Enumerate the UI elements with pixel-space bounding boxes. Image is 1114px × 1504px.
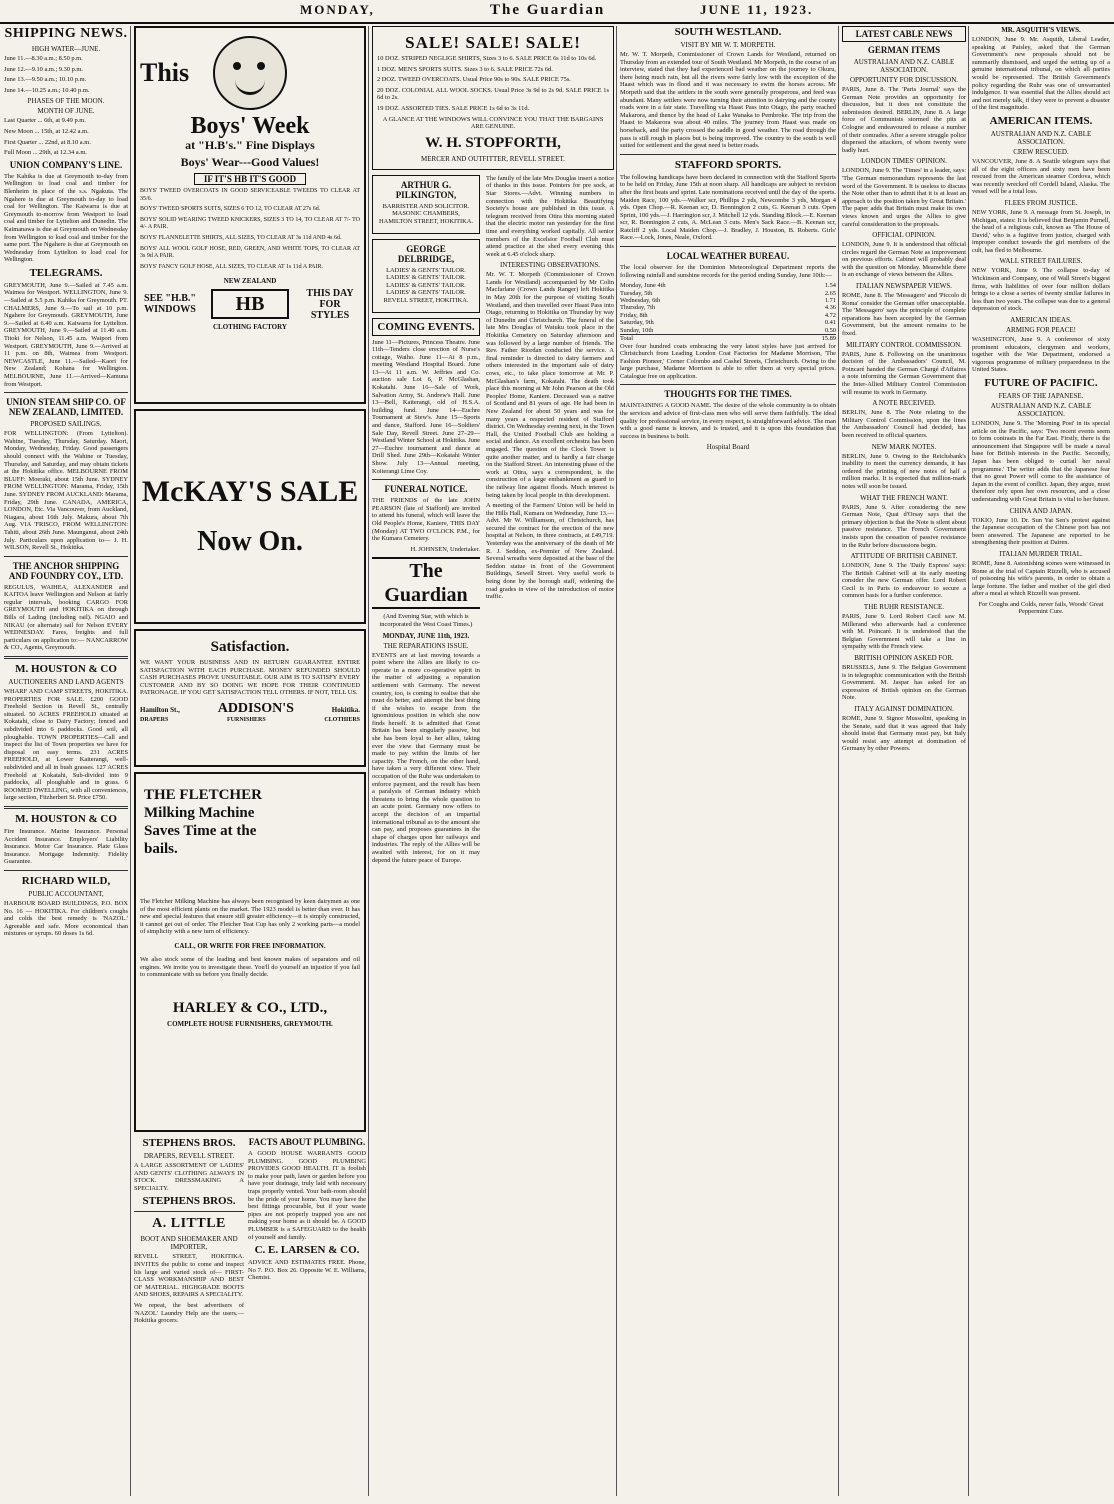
addisons-furnishers: FURNISHERS	[226, 716, 266, 723]
opportunity-heading: OPPORTUNITY FOR DISCUSSION.	[849, 76, 959, 84]
wild-heading: RICHARD WILD,	[21, 874, 111, 887]
woods-foot: For Coughs and Colds, never fails, Woods' Great Peppermint Cure.	[978, 600, 1104, 616]
fletcher-text: The Fletcher Milking Machine has always been recognised by keen dairymen as one of the most efficient plants on the market. The 1923 model is better than ever. It has new and special features that ensure still greater efficiency—it is simply constructed, it cannot get out of order. The Fletcher Teat Cup has only 2 working parts—a model of simplicity with a new turn of efficiency.	[140, 898, 360, 936]
delbridge-name: GEORGE DELBRIDGE,	[397, 243, 455, 264]
south-westland-text: Mr. W. T. Morpeth, Commissioner of Crown Lands for Westland, returned on Thursday from an extended tour of South Westland. Mr Morpeth, in the course of an interview, stated that they had experienced bad weather on the journey to Okuru, there being much rain, but all the rivers were fairly low with the exception of the Haast which was in flood and it was necessary to swim the horses across. Mr Morpeth said that the settlers in the south were generally prosperous, and feed was abundant. Many settlers were now turning their attention to dairying and the county roads were in a fair state. Travelling via Haast Pass into Otago, the party reached Makarora, and thence by the head of Lake Wanaka to Pembroke. The trip from the Haast to Makarora was about 40 miles. The journey from Haast was made on horseback, and the party crossed the saddle in good weather. The road through the pass is still rough in places but is being improved. The country to the south is well suited for settlement and the great need is better roads.	[620, 51, 836, 150]
official-text: LONDON, June 9. It is understood that official circles regard the German Note as improvement on previous efforts. Cabinet will probably deal with the question on Monday. Meanwhile there is an exchange of views between the Allies.	[842, 241, 966, 279]
addisons-town: Hokitika.	[331, 705, 360, 714]
stephens-sub: DRAPERS, REVELL STREET.	[143, 1152, 235, 1160]
wild-text: HARBOUR BOARD BUILDINGS, P.O. BOX No. 16 — HOKITIKA. For children's coughs and colds the best remedy is 'NAZOL.' Agreeable and safe. More economical than mixtures or syrups. 60 doses 1s 6d.	[4, 899, 128, 938]
mckay-title: McKAY'S SALE	[141, 474, 359, 508]
stephens-title: STEPHENS BROS.	[142, 1137, 236, 1149]
moon-sub: MONTH OF JUNE.	[37, 107, 95, 116]
telegrams-text: GREYMOUTH, June 9.—Sailed at 7.45 a.m. Waimea for Westport. WELLINGTON, June 9.—Sailed at 5.5 p.m. Kahika for Greymouth. PT. CHALMERS, June 9.—To sail at 10 p.m. Ngahere for Greymouth. GREYMOUTH, June 9.—Sailed at 6.40 a.m. Kaiwarra for Lyttelton. GREYMOUTH, June 9.—Sailed at 11.40 a.m. Titoki for Nelson, 11.45 a.m. Waipori from Westport. GREYMOUTH, June 9.—Arrived at 11 p.m. on 8th, Waimea from Westport. NEWCASTLE, June 11.—Sailed—Kaori for New Zealand; Kohana for Wellington. MELBOURNE, June 11.—Arrived—Kamuna from Westport.	[4, 281, 128, 388]
hb-slogan: IF IT'S HB IT'S GOOD	[194, 173, 306, 185]
anchor-text: REGULUS, WAIHEA, ALEXANDER and KAITOA leave Wellington and Nelson at fairly regular intervals, booking CARGO FOR GREYMOUTH and HOKITIKA on through Bills of Lading (including rail). NGAIO and NIKAU (or alternate) sail for Nelson EVERY WEDNESDAY. Fares, freights and full particulars on application to:— NANCARROW & CO., Agents, Greymouth.	[4, 583, 128, 652]
ruhr-heading: THE RUHR RESISTANCE.	[863, 603, 945, 612]
stopforth-sub: MERCER AND OUTFITTER, REVELL STREET.	[421, 154, 565, 163]
boy-face-icon	[213, 36, 287, 110]
military-text: PARIS, June 8. Following on the unanimous decision of the Ambassadors' Council, M. Poincaré handed the German Chargé d'Affaires a note informing the German Government that the Inter-Allied Military Control Commission will resume its work in Germany.	[842, 350, 966, 396]
funeral-heading: FUNERAL NOTICE.	[384, 484, 468, 495]
guardian-date: MONDAY, JUNE 11th, 1923.	[382, 631, 470, 640]
column-rule	[616, 26, 617, 1496]
delbridge-ad	[372, 239, 480, 313]
wall-text: NEW YORK, June 9. The collapse to-day of Wickinson and Company, one of Wall Street's biggest firms, with liabilities of over four million dollars brings to a close a series of twenty similar failures in less than two years. The collapse was due to a general depression of stock.	[972, 267, 1110, 313]
funeral-sign: H. JOHNSEN, Undertaker.	[410, 545, 480, 553]
anchor-heading: THE ANCHOR SHIPPING AND FOUNDRY COY., LTD.	[8, 560, 124, 581]
pilkington-ad	[372, 175, 480, 234]
editorial-heading: THE REPARATIONS ISSUE.	[383, 641, 469, 650]
ruhr-text: PARIS, June 9. Lord Robert Cecil saw M. Millerand who afterwards had a conference with M. Poincaré. It is understood that the Belgian Government will take a line in sympathy with the French view.	[842, 613, 966, 651]
guardian-sub: (And Evening Star, with which is incorporated the West Coast Times.)	[379, 613, 473, 628]
cabinet-text: LONDON, June 9. The 'Daily Express' says: The British Cabinet will at its early meeting consider the new German offer. Lord Robert Cecil is in Paris to endeavour to secure a common basis for a further conference.	[842, 562, 966, 600]
crew-text: VANCOUVER, June 8. A Seattle telegram says that all of the eight officers and sixty men have been rescued from the American steamer Cordova, which was recently wrecked off Cordell Island, Alaska. The vessel will be a total loss.	[972, 157, 1110, 196]
union-text: The Kahika is due at Greymouth to-day from Wellington to load coal and timber for Blenheim in place of the s.s. Ngakuta. The Ngahere is due at Greymouth to-day to load coal for Wellington. The Kaiwarra is due at Greymouth to-morrow from Westport to load coal and timber for Lyttelton and Dunedin. The Kaimanawa is due at Greymouth on Wednesday from Wellington to load coal and timber for the same port. The Ngahere is due at Greymouth on Wednesday from Lyttelton to load coal for Wellington.	[4, 172, 128, 264]
weather-heading: LOCAL WEATHER BUREAU.	[666, 251, 790, 262]
french-text: PARIS, June 9. After considering the new German Note, Quai d'Orsay says that the primary objection is that the Note is silent about passive resistance. The French Government insists upon the cessation of passive resistance in the Ruhr before discussions begin.	[842, 503, 966, 549]
sale-item: 19 DOZ. ASSORTED TIES. SALE PRICE 1s 6d to 3s 11d.	[377, 104, 530, 112]
boys-item: BOYS' SOLID WEARING TWEED KNICKERS, SIZES 3 TO 14, TO CLEAR AT 7/- TO 4/- A PAIR.	[140, 216, 360, 231]
flees-heading: FLEES FROM JUSTICE.	[1004, 198, 1078, 207]
latest-cable-heading: LATEST CABLE NEWS	[842, 26, 966, 42]
crew-heading: CREW RESCUED.	[1013, 147, 1069, 156]
table-row: Wednesday, 6th 1.71	[620, 297, 836, 305]
sale-item: 2 DOZ. TWEED OVERCOATS. Usual Price 90s to 90s. SALE PRICE 75s.	[377, 76, 571, 84]
little-text: REVELL STREET, HOKITIKA. INVITES the public to come and inspect his large and varied stock of— FIRST-CLASS WORKMANSHIP AND BEST OF MATERIAL. HIGHGRADE BOOTS AND SHOES, REPAIRS A SPECIALITY.	[134, 1253, 244, 1299]
marks-heading: NEW MARK NOTES.	[871, 442, 937, 451]
weather-text: The local observer for the Dominion Meteorological Department reports the following rainfall and sunshine records for the period ending Sunday, June 10th:—	[620, 264, 836, 279]
badge-bottom: CLOTHING FACTORY	[213, 323, 287, 332]
stopforth-ad	[372, 26, 614, 170]
harley-sub: COMPLETE HOUSE FURNISHERS, GREYMOUTH.	[167, 1019, 333, 1028]
mckay-sale-ad	[134, 409, 366, 624]
asquith-text: LONDON, June 9. Mr. Asquith, Liberal Leader, speaking at Paisley, asked that the German Government's new proposals should not be summarily dismissed, and urged the setting up of a genuine international tribunal, on which all parties would be represented. The British Government's policy regarding the Ruhr was one of unwarranted indulgence. It was essential that the Allies should act and not merely talk, if they were to prevent a disaster of the first magnitude.	[972, 36, 1110, 112]
table-row: Thursday, 7th 4.36	[620, 304, 836, 312]
uss-text: FOR WELLINGTON: (From Lyttelton). Wahine, Tuesday, Thursday, Saturday. Maori, Monday, Wednesday, Friday. Good passengers should connect with the Wahine or Tuesday, Thursday, and Saturday, and may obtain tickets at the Hokitika office. MELBOURNE FROM BLUFF: Moeraki, about 15th June. SYDNEY FROM WELLINGTON: Marama, Friday, 15th June. SYDNEY FROM AUCKLAND: Marama, Friday, 29th June. CANADA, AMERICA, LONDON, Etc. Via Vancouver, from Auckland, Niagara, about 16th July. Makura, about 7th Aug. VIA 'FRISCO, FROM WELLINGTON: Tahiti, about 26th June. Maunganui, about 24th July. Particulars upon application to— J. H. WILSON, Revell St., Hokitika.	[4, 430, 128, 552]
sale-item: 20 DOZ. COLONIAL ALL WOOL SOCKS. Usual Price 3s 9d to 2s 9d. SALE PRICE 1s 6d to 2s.	[377, 86, 609, 102]
column-sale	[372, 26, 614, 1496]
addisons-drapers: DRAPERS	[140, 716, 169, 723]
column-rule	[838, 26, 839, 1496]
column-rule	[130, 26, 131, 1496]
coming-events-heading: COMING EVENTS.	[372, 318, 480, 336]
ideas-heading: AMERICAN IDEAS.	[1010, 316, 1072, 325]
boys-item: BOYS' FLANNELETTE SHIRTS, ALL SIZES, TO CLEAR AT 3s 11d AND 4s 6d.	[140, 234, 342, 241]
masthead-date: JUNE 11, 1923.	[700, 2, 814, 17]
marks-text: BERLIN, June 9. Owing to the Reichsbank's inability to meet the currency demands, it has ordered the printing of new notes of half a million marks. It is expected that million-mark notes will soon be issued.	[842, 452, 966, 490]
military-heading: MILITARY CONTROL COMMISSION.	[846, 340, 962, 349]
meeting-text: A meeting of the Farmers' Union will be held in the Hills Hall, Kumara on Wednesday, June 13.—Advt. Mr W. Williamson, of Christchurch, has secured the contract for the erection of the new hospital at Nelson, in three contracts, at £49,719. Yesterday was the anniversary of the death of Mr R. J. Seddon, ex-Premier of New Zealand. Several wreaths were deposited at the base of the Seddon statue in front of the Government Buildings, Sewell Street. Very useful work is being done by the borough staff, widening the road grades in view of the introduction of motor traffic.	[486, 502, 614, 601]
addisons-name: ADDISON'S	[217, 700, 294, 716]
delbridge-text: LADIES' & GENTS' TAILOR. LADIES' & GENTS' TAILOR. LADIES' & GENTS' TAILOR. LADIES' & GENTS' TAILOR. REVELL STREET, HOKITIKA.	[383, 266, 469, 304]
right-subcolumn	[486, 175, 614, 867]
boys-item: BOYS' ALL WOOL GOLF HOSE, RED, GREEN, AND WHITE TOPS, TO CLEAR AT 3s 9d A PAIR.	[140, 245, 360, 260]
cabinet-heading: ATTITUDE OF BRITISH CABINET.	[850, 552, 958, 561]
wild-sub: PUBLIC ACCOUNTANT,	[28, 889, 104, 898]
masthead	[0, 0, 1114, 24]
weather-text2: Over four hundred coats embracing the very latest styles have just arrived for Christchurch from Leading London Coat Factories for Madame Morrison, 'The Fashion Pioneer,' Corner Colombo and Cashel Streets, Christchurch. Owing to the large purchase, Madame Morrison is able to offer them at very special prices. Catalogue free on application.	[620, 342, 836, 380]
coming-events-text: June 11—Pictures, Princess Theatre. June 11th—Tenders close erection of Nurse's cottage, Waiho. June 11—At 8 p.m., meeting Westland Hospital Board. June 13—At 11 a.m. W. Jeffries and Co. auction sale Lot 6, P. McGlashan, Kokatahi. June 16—Sale of Work, Salvation Army, St. Andrew's Hall. June 13—Bell, Kaiterangi, old of H.S.A. building fund. June 14—Euchre Tournament at Stew's. June 15—Sports and dance, Stafford. June 16—Soldiers' Sale Day, Revell Street. June 27–29—Westland Winter School at Hokitika. June 27—Euchre tournament and dance at Drill Shed. June 29th—Kokatahi Winter Show. July 13—Annual meeting, Koiterangi Lime Coy.	[372, 338, 480, 475]
south-westland-sub: VISIT BY MR W. T. MORPETH.	[680, 41, 776, 49]
french-heading: WHAT THE FRENCH WANT.	[860, 493, 948, 502]
fletcher-text2: We also stock some of the leading and best known makes of separators and oil engines. We invite you to investigate these. You'll do yourself an injustice if you fail to communicate with us before you finally decide.	[140, 955, 360, 979]
moon-line: Full Moon ... 29th, at 12.34 a.m.	[4, 149, 87, 157]
pilkington-text: BARRISTER AND SOLICITOR. MASONIC CHAMBERS, HAMILTON STREET, HOKITIKA.	[379, 202, 473, 225]
plumbing-title: FACTS ABOUT PLUMBING.	[248, 1137, 366, 1147]
satisfaction-text: WE WANT YOUR BUSINESS AND IN RETURN GUARANTEE ENTIRE SATISFACTION WITH EACH PURCHASE. MONEY REFUNDED SHOULD CASH PURCHASES PROVE UNSUITABLE. OUR AIM IS TO SATISFY EVERY CUSTOMER AND BY SO DOING WE HOPE FOR THEIR CONTINUED PATRONAGE. IF YOU GET SATISFACTION TELL OTHERS. IF NOT, TELL US.	[140, 659, 360, 697]
rainfall-table	[620, 282, 836, 342]
boys-wear: Boys' Wear---Good Values!	[180, 155, 320, 169]
hb-badge	[211, 277, 289, 331]
column-ads	[134, 26, 366, 1496]
little-title: A. LITTLE	[152, 1216, 226, 1232]
mckay-now: Now On.	[197, 525, 303, 557]
brit-opinion-text: BRUSSELS, June 9. The Belgian Government is in telegraphic communication with the British Government. M. Jaspar has asked for an expression of British opinion on the German Note.	[842, 664, 966, 702]
houston-text: WHARF AND CAMP STREETS, HOKITIKA. PROPERTIES FOR SALE. £200 GOOD Freehold Section in Revell St., centrally situated. 50 ACRES FREEHOLD situated at Kokatahi, close to Dairy Factory; fenced and subdivided into 6 paddocks. Good soil, all ploughable. TOWN PROPERTIES—Call and inspect the list of Town properties we have for disposal on easy terms. 231 ACRES FREEHOLD, at Lower Kaiterangi, well-subdivided and all in bush grasses. 127 ACRES Freehold at Kokatahi, Sub-divided into 9 paddocks, all ploughable and in grass. 6 ROOMED DWELLING, with all conveniences, large section, Fitzherbert St. Price £750.	[4, 688, 128, 802]
china-text: TOKIO, June 10. Dr. Sun Yat Sen's protest against the Japanese occupation of the Chinese port has not been answered. The Japanese are reported to be strengthening their position at Dairen.	[972, 516, 1110, 547]
official-heading: OFFICIAL OPINION.	[872, 231, 936, 240]
london-text: LONDON, June 9. The 'Times' in a leader, says: 'The German memorandum represents the last word of the Government. It is useless to discuss the Note other than to admit that it is at least an approach to the position taken by Great Britain.' The paper adds that Britain must make its own views known and urges the Allies to give careful consideration to the proposals.	[842, 167, 966, 228]
boys-week-title: Boys' Week	[190, 113, 310, 139]
high-water-heading: HIGH WATER—JUNE.	[31, 45, 101, 53]
murder-text: ROME, June 8. Astonishing scenes were witnessed in Rome at the trial of Captain Rizzelli, who is accused of poisoning his wife's parents, in order to obtain a large fortune. The father and mother of the girl died after a meal at which Rizzelli was present.	[972, 559, 1110, 598]
ideas-text: WASHINGTON, June 9. A conference of sixty prominent educators, clergymen and workers, together with the War Department, endorsed a vigorous programme of military preparedness in the United States.	[972, 336, 1110, 374]
editorial-text: EVENTS are at last moving towards a point where the Allies are likely to co-operate in a more co-operative spirit in the matter of adjusting a reparation settlement with Germany. The newest country, too, is coming to realise that she must do better, and attempt the best thing if she wishes to escape from the ignominious position in which she now finds herself. It is admitted that Great Britain has been singularly passive, but she has been loyal to her allies, taking ever the view that Germany must be made to pay within the limits of her capacity. The French, on the other hand, have taken a very different view. Their occupation of the Ruhr was undertaken to enforce payment, and the result has been a paralysis of German industry which threatens to bring the whole question to an acute point. Germany now offers to accept the decision of an impartial international tribunal as to the amount she can pay, and proposes guarantees in the shape of charges upon her railways and industries. The reply of the Allies will be awaited with interest, for on it may depend the future peace of Europe.	[372, 651, 480, 864]
tide-line: June 12.—9.10 a.m.; 9.30 p.m.	[4, 65, 83, 73]
larsen-sub: ADVICE AND ESTIMATES FREE. Phone, No 7. P.O. Box 26. Opposite W. E. Williams, Chemist.	[248, 1259, 366, 1282]
boys-item: BOYS' TWEED SPORTS SUITS, SIZES 6 TO 12, TO CLEAR AT 27s 6d.	[140, 206, 321, 213]
houston-sub: AUCTIONEERS AND LAND AGENTS	[8, 678, 124, 687]
table-row: Saturday, 9th 0.41	[620, 319, 836, 327]
table-row: Sunday, 10th 0.50	[620, 326, 836, 334]
china-heading: CHINA AND JAPAN.	[1009, 506, 1073, 515]
sale-title: SALE! SALE! SALE!	[405, 33, 581, 52]
sale-glance: A GLANCE AT THE WINDOWS WILL CONVINCE YOU THAT THE BARGAINS ARE GENUINE.	[382, 115, 604, 131]
masthead-day: MONDAY,	[300, 2, 375, 17]
flees-text: NEW YORK, June 9. A message from St. Joseph, in Michigan, states: It is believed that Benjamin Purnell, the head of a religious cult, known as 'The House of David,' who is a fugitive from justice, charged with improper conduct towards the girl members of the cult, has fled to Melbourne.	[972, 208, 1110, 254]
murder-heading: ITALIAN MURDER TRIAL.	[999, 549, 1083, 558]
moon-line: Last Quarter ... 6th, at 9.49 p.m.	[4, 117, 86, 125]
note-text: BERLIN, June 8. The Note relating to the Military Control Commission, upon the lines the Ambassadors' Council had decided, has been received in official quarters.	[842, 409, 966, 439]
addisons-ad	[134, 629, 366, 767]
pilkington-name: ARTHUR G. PILKINGTON,	[395, 179, 457, 200]
houston-heading: M. HOUSTON & CO	[15, 663, 117, 676]
pacific-sub: FEARS OF THE JAPANESE.	[998, 392, 1084, 400]
table-row: Tuesday, 5th 2.65	[620, 289, 836, 297]
note-heading: A NOTE RECEIVED.	[872, 399, 936, 408]
union-heading: UNION COMPANY'S LINE.	[9, 159, 123, 170]
stephens-little-ads	[134, 1137, 244, 1328]
tide-line: June 13.—9.50 a.m.; 10.10 p.m.	[4, 76, 87, 84]
column-south-westland	[620, 26, 836, 1496]
sale-item: 1 DOZ. MEN'S SPORTS SUITS. Sizes 3 to 6. SALE PRICE 72s 6d.	[377, 65, 553, 73]
thoughts-text: MAINTAINING A GOOD NAME. The desire of the whole community is to obtain the services and advice of first-class men who will serve them faithfully. The ideal quality for professional service, in every respect, is straightforward advice. The man with a good name is known, and is trusted, and it is upon this foundation that success in business is built.	[620, 402, 836, 440]
boys-week-ad	[134, 26, 366, 404]
boys-item: BOYS' TWEED OVERCOATS IN GOOD SERVICEABLE TWEEDS TO CLEAR AT 35/6.	[140, 188, 360, 202]
stephens-again: STEPHENS BROS.	[142, 1195, 236, 1208]
col4-notes: The family of the late Mrs Douglas insert a notice of thanks in this issue. Pointers for pre sock, at Star Stores.—Advt. Winning numbers in connection with the Hokitika Beautifying Society's house are published in this issue. A telegram received from Otira this morning stated that the electric motor ran yesterday for the first time and everything worked capitally. All senior members of the Excelsior Football Club must attend practice at the shed every evening this week at 6.45 o'clock sharp.	[486, 174, 614, 258]
guardian-title: The Guardian	[372, 557, 480, 609]
little-sub: BOOT AND SHOEMAKER AND IMPORTER,	[140, 1235, 238, 1252]
wall-heading: WALL STREET FAILURES.	[999, 257, 1083, 266]
left-subcolumn	[372, 175, 480, 867]
harley-name: HARLEY & CO., LTD.,	[172, 999, 328, 1016]
table-row: Friday, 8th 4.72	[620, 311, 836, 319]
asquith-heading: MR. ASQUITH'S VIEWS.	[1001, 26, 1081, 34]
american-assoc: AUSTRALIAN AND N.Z. CABLE ASSOCIATION.	[990, 129, 1092, 146]
column-shipping	[4, 26, 128, 1496]
uss-heading: UNION STEAM SHIP CO. OF NEW ZEALAND, LIMITED.	[6, 397, 126, 418]
brit-opinion-heading: BRITISH OPINION ASKED FOR.	[854, 654, 954, 663]
tide-line: June 11.—8.30 a.m.; 8.50 p.m.	[4, 55, 83, 62]
plumbing-text: A GOOD HOUSE WARRANTS GOOD PLUMBING. GOOD PLUMBING PROVIDES GOOD HEALTH. IT is foolish to make your path, lawn or garden before you have your drainage, truly laid with necessary traps properly vented. Your bath-room should be the pride of your home. You may have the best fittings procurable, but if your waste pipes are not properly trapped you are not making your home as it should be. A GOOD PLUMBER is a SAFEGUARD to the health of yourself and family.	[248, 1150, 366, 1241]
ideas-sub: ARMING FOR PEACE!	[1005, 326, 1076, 335]
stafford-text: The following handicaps have been declared in connection with the Stafford Sports to be held on Friday, June 15th at noon sharp. All handicaps are subject to revision after the first heats and sprint. Late nominations received until the day of the sports. Maiden Race, 100 yds.—Walker scr, Phillips 2 yds, Newcombe 3 yds, Morgan 4 yds. Open Chop.—R. Keenan scr, D. Bonnington 2 cuts, G. Keenan 3 cuts. Open Sprint, 100 yds.—J. Harrington scr, J. Mitchell 12 yds. Standing Block.—E. Keenan scr, R. Bonnington 2 cuts, A. McLean 3 cuts. Men's Sack Race.—B. Keenan scr, Ratcliff 2 yds. Local Maiden Chop.—J. Bradley, J. Houston, B. Roberts. Girls' Race.—Lock, Jones, Neale, Oxford.	[620, 173, 836, 242]
hb-logo-icon: HB	[211, 289, 289, 319]
table-total: Total 15.89	[620, 335, 836, 343]
stephens-text: A LARGE ASSORTMENT OF LADIES' AND GENTS' CLOTHING ALWAYS IN STOCK. DRESSMAKING A SPECIALTY.	[134, 1162, 244, 1192]
boys-at: at "H.B's." Fine Displays	[185, 138, 315, 152]
interesting-text: Mr. W. T. Morpeth (Commissioner of Crown Lands for Westland) accompanied by Mr Colin Macfarlane (Crown Lands Ranger) left Hokitika in May 20th for the purpose of visiting South Westland, and then travelled over Haast Pass into Otago, returning to Hokitika on Thursday by way of Dunedin and Christchurch. The funeral of the late Mrs Douglas of Waiuku took place in the Hokitika Cemetery on Saturday afternoon and was followed by a large number of friends. The Rev. Father Riordan conducted the service. A final reminder is directed to dairy farmers and others interested in the important sale of dairy cows, etc., to take place tomorrow at Mr. P. McGlashan's farm, Kokatahi. The death took place this morning at Mr John Pearson at the Old Peoples' Home, Kaniere. Deceased was a native of Scotland and 81 years of age. He had been in New Zealand for about 50 years and was for many years a respected resident of Stafford district. On Wednesday evening next, in the Town Hall, the United Football Club are holding a social and dance. An excellent orchestra has been engaged. The question of the Clock Tower is quite another matter, and is hardly a fair charge on the Stafford Street. An interesting phase of the work at Otira, says a correspondent, is the construction of a large embankment as guard to the railway line against floods. Much interest is being taken by local people in this development.	[486, 271, 614, 499]
column-rule	[968, 26, 969, 1496]
hospital-heading: Hospital Board	[706, 443, 750, 452]
stafford-heading: STAFFORD SPORTS.	[674, 158, 782, 171]
plumbing-ad	[248, 1137, 366, 1328]
larsen-name: C. E. LARSEN & CO.	[254, 1244, 360, 1257]
german-items-heading: GERMAN ITEMS	[867, 45, 941, 55]
pacific-text: LONDON, June 9. The 'Morning Post' in its special article on the Pacific, says: 'Two recent events seem to form contrasts in the Far East. Firstly, there is the announcement that Singapore will be made a naval base for British interests in the Pacific. Secondly, Japan has been obliged to curtail her naval programme.' The writer adds that the Japanese fear that no great Power will come to the assistance of Japan in the event of conflict. Japan, they argue, must therefore rely upon her own resources, and a close understanding with Great Britain is vital to her future.	[972, 420, 1110, 503]
interesting-heading: INTERESTING OBSERVATIONS.	[499, 261, 601, 270]
italian-heading: ITALIAN NEWSPAPER VIEWS.	[855, 282, 953, 291]
south-westland-heading: SOUTH WESTLAND.	[674, 26, 782, 38]
london-heading: LONDON TIMES' OPINION.	[861, 157, 947, 166]
fletcher-call: CALL, OR WRITE FOR FREE INFORMATION.	[174, 941, 326, 950]
badge-top: NEW ZEALAND	[223, 277, 277, 286]
column-rule	[368, 26, 369, 1496]
american-heading: AMERICAN ITEMS.	[989, 114, 1093, 127]
telegrams-heading: TELEGRAMS.	[29, 266, 103, 279]
table-row: Monday, June 4th 1.54	[620, 282, 836, 290]
houston2-heading: M. HOUSTON & CO	[15, 812, 117, 825]
see-windows: SEE "H.B." WINDOWS	[144, 293, 196, 316]
shipping-heading: SHIPPING NEWS.	[4, 26, 128, 41]
italian-text: ROME, June 8. The 'Messagero' and 'Piccolo di Roma' consider the German offer unacceptable. The 'Messagero' says the principle of complete reparations has been accepted by the German Government, but the amount remains to be fixed.	[842, 292, 966, 338]
italy-heading: ITALY AGAINST DOMINATION.	[854, 705, 954, 713]
latest-text: PARIS, June 8. The 'Paris Journal' says the German Note provides an opportunity for discussion, but it does not constitute the submission desired. BERLIN, June 8. A large force of Communists stormed the pits at Cologne and endeavoured to release a number of their comrades. After a severe struggle police dispersed the attackers, of whom twenty were badly hurt.	[842, 86, 966, 154]
moon-line: First Quarter ... 22nd, at 8.10 a.m.	[4, 138, 91, 146]
funeral-text: THE FRIENDS of the late JOHN PEARSON (late of Stafford) are invited to attend his funeral, which will leave the Old People's Home, Kaniere, THIS DAY (Monday) AT TWO O'CLOCK P.M., for the Kumara Cemetery.	[372, 497, 480, 543]
stopforth-name: W. H. STOPFORTH,	[425, 134, 561, 151]
this-day: THIS DAY FOR STYLES	[306, 287, 354, 321]
thoughts-heading: THOUGHTS FOR THE TIMES.	[664, 389, 792, 400]
boys-this: This	[140, 58, 190, 87]
column-overseas	[972, 26, 1110, 1496]
houston2-text: Fire Insurance. Marine Insurance. Personal Accident Insurance. Employers' Liability Insurance. Motor Car Insurance. Plate Glass Insurance. Mortgage Indemnity. Fidelity Guarantee.	[4, 827, 128, 866]
addisons-street: Hamilton St.,	[140, 705, 180, 714]
pacific-heading: FUTURE OF PACIFIC.	[984, 377, 1098, 389]
fletcher-ad	[134, 772, 366, 1132]
cable-assoc: AUSTRALIAN AND N.Z. CABLE ASSOCIATION.	[853, 58, 955, 74]
italy-text: ROME, June 9. Signor Mussolini, speaking in the Senate, said that it was agreed that Italy should insist that Germany must pay, but Italy would resist any attempt at domination of Germany by other Powers.	[842, 715, 966, 753]
tide-line: June 14.—10.25 a.m.; 10.40 p.m.	[4, 86, 90, 94]
sale-item: 10 DOZ. STRIPED NEGLIGE SHIRTS, Sizes 3 to 6. SALE PRICE 6s 11d to 10s 6d.	[377, 55, 597, 62]
fletcher-title: THE FLETCHER Milking Machine Saves Time at the bails.	[144, 787, 262, 857]
addisons-clothiers: CLOTHIERS	[324, 716, 360, 723]
moon-heading: PHASES OF THE MOON.	[27, 97, 105, 106]
nazol-foot: We repeat, the best advertisers of 'NAZOL' Laundry Help are the users.—Hokitika grocers.	[134, 1301, 244, 1325]
uss-sub: PROPOSED SAILINGS.	[30, 420, 102, 429]
column-cables	[842, 26, 966, 1496]
satisfaction-title: Satisfaction.	[210, 639, 290, 655]
pacific-assoc: AUSTRALIAN AND N.Z. CABLE ASSOCIATION.	[990, 402, 1092, 418]
boys-item: BOYS' FANCY GOLF HOSE, ALL SIZES, TO CLEAR AT 1s 11d A PAIR.	[140, 263, 323, 270]
masthead-title: The Guardian	[490, 2, 606, 18]
moon-line: New Moon ... 15th, at 12.42 a.m.	[4, 127, 89, 135]
